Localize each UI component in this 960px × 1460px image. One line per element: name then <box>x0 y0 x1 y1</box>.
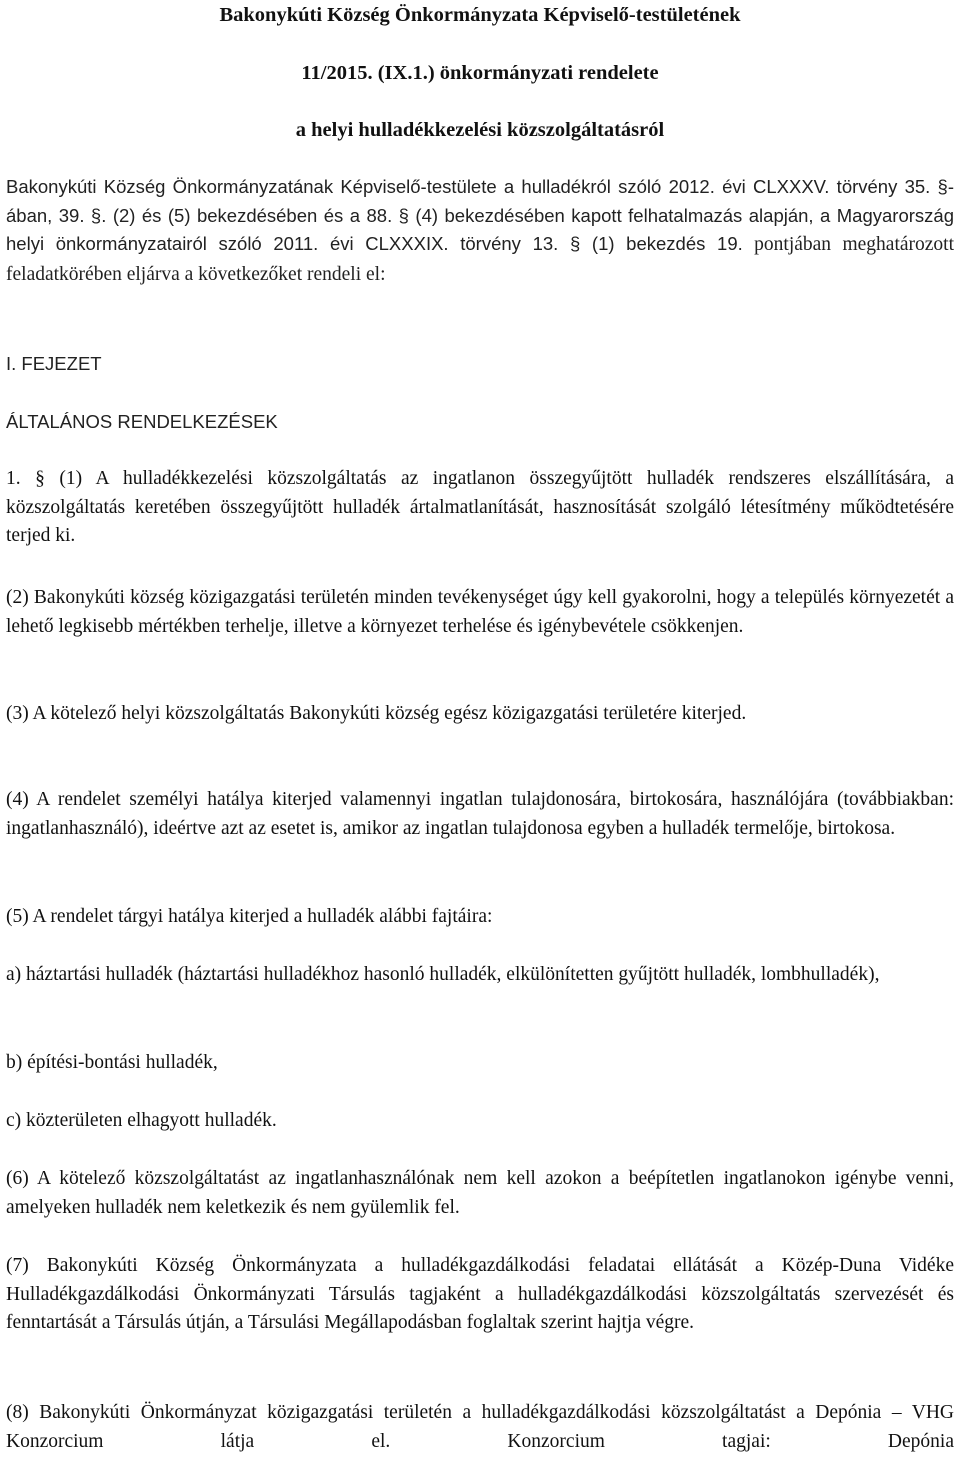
preamble-part1: Bakonykúti Község Önkormányzatának Képviselő-testülete a hulladékról szóló 2012. évi CLXXXV. törvény 35. §-ában, 39. §. (2) és (5) bekezdésében és a 88. § (4) bekezdésében kapott felhatalmazás alapján, a Magyarország helyi önkormányzatairól szóló 2011. évi CLXXXIX. törvény 13. § (1) bekezdés 19. <box>6 176 954 254</box>
chapter-title: ÁLTALÁNOS RENDELKEZÉSEK <box>6 411 278 432</box>
section-1-paragraph-1: 1. § (1) A hulladékkezelési közszolgáltatás az ingatlanon összegyűjtött hulladék rendszeres elszállítására, a közszolgáltatás keretében összegyűjtött hulladék ártalmatlanítását, hasznosítását szolgáló létesítmény működtetésére terjed ki. <box>6 468 954 546</box>
section-1-paragraph-4: (4) A rendelet személyi hatálya kiterjed valamennyi ingatlan tulajdonosára, birtokosára, használójára (továbbiakban: ingatlanhasználó), ideértve azt az esetet is, amikor az ingatlan tulajdonosa egyben a hulladék termelője, birtokosa. <box>6 789 954 839</box>
preamble-part2: pontjában meghatározott feladatkörében eljárva a következőket rendeli el: <box>6 234 954 285</box>
section-1-paragraph-7: (7) Bakonykúti Község Önkormányzata a hulladékgazdálkodási feladatai ellátását a Közép-Duna Vidéke Hulladékgazdálkodási Önkormányzati Társulás tagjaként a hulladékgazdálkodási közszolgáltatás szervezését és fenntartását a Társulás útján, a Társulási Megállapodásban foglaltak szerint hajtja végre. <box>6 1255 954 1333</box>
document-title-subject: a helyi hulladékkezelési közszolgáltatásról <box>295 119 665 141</box>
list-item-c: c) közterületen elhagyott hulladék. <box>6 1110 277 1131</box>
section-1-paragraph-3: (3) A kötelező helyi közszolgáltatás Bakonykúti község egész közigazgatási területére kiterjed. <box>6 703 747 724</box>
section-1-paragraph-8: (8) Bakonykúti Önkormányzat közigazgatási területén a hulladékgazdálkodási közszolgáltatást a Depónia – VHG Konzorcium látja el. Konzorcium tagjai: Depónia <box>6 1402 954 1452</box>
preamble <box>6 173 954 289</box>
section-1-paragraph-6: (6) A kötelező közszolgáltatást az ingatlanhasználónak nem kell azokon a beépítetlen ingatlanokon igénybe venni, amelyeken hulladék nem keletkezik és nem gyülemlik fel. <box>6 1168 954 1218</box>
section-1-paragraph-2: (2) Bakonykúti község közigazgatási területén minden tevékenységet úgy kell gyakorolni, hogy a település környezetét a lehető legkisebb mértékben terhelje, illetve a környezet terhelése és igénybevétele csökkenjen. <box>6 587 954 637</box>
list-item-a: a) háztartási hulladék (háztartási hulladékhoz hasonló hulladék, elkülönítetten gyűjtött hulladék, lombhulladék), <box>6 964 880 985</box>
chapter-number: I. FEJEZET <box>6 353 102 374</box>
document-title-issuer: Bakonykúti Község Önkormányzata Képviselő-testületének <box>219 4 741 26</box>
list-item-b: b) építési-bontási hulladék, <box>6 1052 218 1073</box>
section-1-paragraph-5: (5) A rendelet tárgyi hatálya kiterjed a hulladék alábbi fajtáira: <box>6 906 493 927</box>
document-title-number: 11/2015. (IX.1.) önkormányzati rendelete <box>301 62 659 84</box>
